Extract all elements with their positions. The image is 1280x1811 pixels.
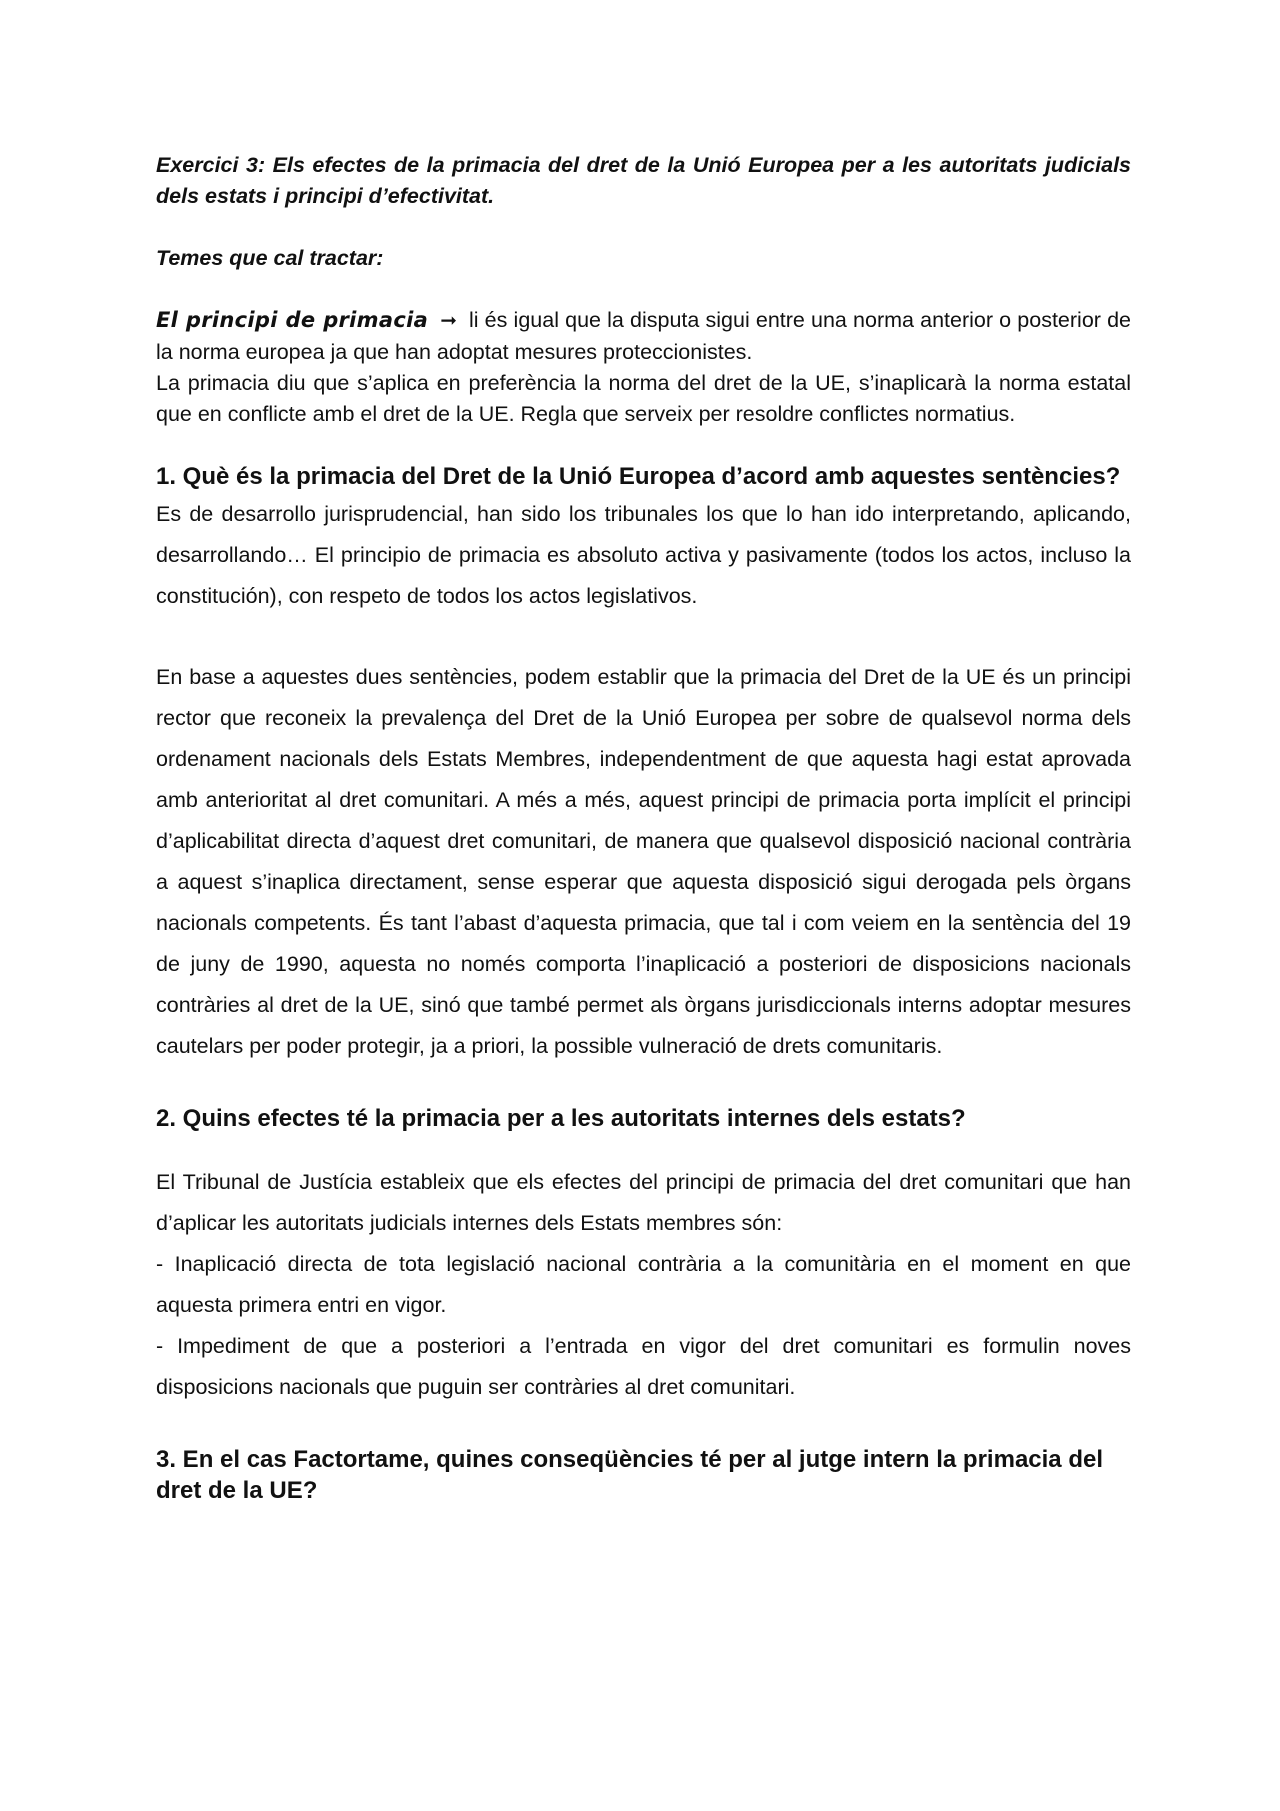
primacy-term: El principi de primacia [156, 308, 429, 332]
question-2-list-item: - Impediment de que a posteriori a l’entrada en vigor del dret comunitari es formulin noves disposicions nacionals que puguin ser contràries al dret comunitari. [156, 1334, 1131, 1399]
question-1-heading: 1. Què és la primacia del Dret de la Unió Europea d’acord amb aquestes sentències? [156, 463, 1121, 490]
exercise-title: Exercici 3: Els efectes de la primacia del dret de la Unió Europea per a les autoritats judicials dels estats i principi d’efectivitat. [156, 153, 1131, 208]
question-2-list-item: - Inaplicació directa de tota legislació nacional contrària a la comunitària en el moment en que aquesta primera entri en vigor. [156, 1252, 1131, 1317]
topics-heading: Temes que cal tractar: [156, 246, 384, 270]
question-3-heading: 3. En el cas Factortame, quines conseqüències té per al jutge intern la primacia del dret de la UE? [156, 1446, 1103, 1504]
primacy-definition: La primacia diu que s’aplica en preferència la norma del dret de la UE, s’inaplicarà la norma estatal que en conflicte amb el dret de la UE. Regla que serveix per resoldre conflictes normatius. [156, 371, 1131, 426]
right-arrow-icon: ➞ [440, 310, 457, 332]
primacy-intro-text: li és igual que la disputa sigui entre una norma anterior o posterior de la norma europea ja que han adoptat mesures proteccionistes. [156, 308, 1131, 364]
question-1-answer-paragraph: En base a aquestes dues sentències, podem establir que la primacia del Dret de la UE és un principi rector que reconeix la prevalença del Dret de la Unió Europea per sobre de qualsevol norma dels ordenament nacionals dels Estats Membres, independentment de que aquesta hagi estat aprovada amb anterioritat al dret comunitari. A més a més, aquest principi de primacia porta implícit el principi d’aplicabilitat directa d’aquest dret comunitari, de manera que qualsevol disposició nacional contrària a aquest s’inaplica directament, sense esperar que aquesta disposició sigui derogada pels òrgans nacionals competents. És tant l’abast d’aquesta primacia, que tal i com veiem en la sentència del 19 de juny de 1990, aquesta no només comporta l’inaplicació a posteriori de disposicions nacionals contràries al dret de la UE, sinó que també permet als òrgans jurisdiccionals interns adoptar mesures cautelars per poder protegir, ja a priori, la possible vulneració de drets comunitaris. [156, 665, 1131, 1058]
question-2-heading: 2. Quins efectes té la primacia per a les autoritats internes dels estats? [156, 1105, 966, 1132]
primacy-intro-paragraph [156, 305, 1131, 368]
question-2-answer-intro: El Tribunal de Justícia estableix que els efectes del principi de primacia del dret comunitari que han d’aplicar les autoritats judicials internes dels Estats membres són: [156, 1170, 1131, 1235]
question-1-answer-paragraph: Es de desarrollo jurisprudencial, han sido los tribunales los que lo han ido interpretando, aplicando, desarrollando… El principio de primacia es absoluto activa y pasivamente (todos los actos, incluso la constitución), con respeto de todos los actos legislativos. [156, 502, 1131, 608]
document-page [156, 150, 1131, 1506]
